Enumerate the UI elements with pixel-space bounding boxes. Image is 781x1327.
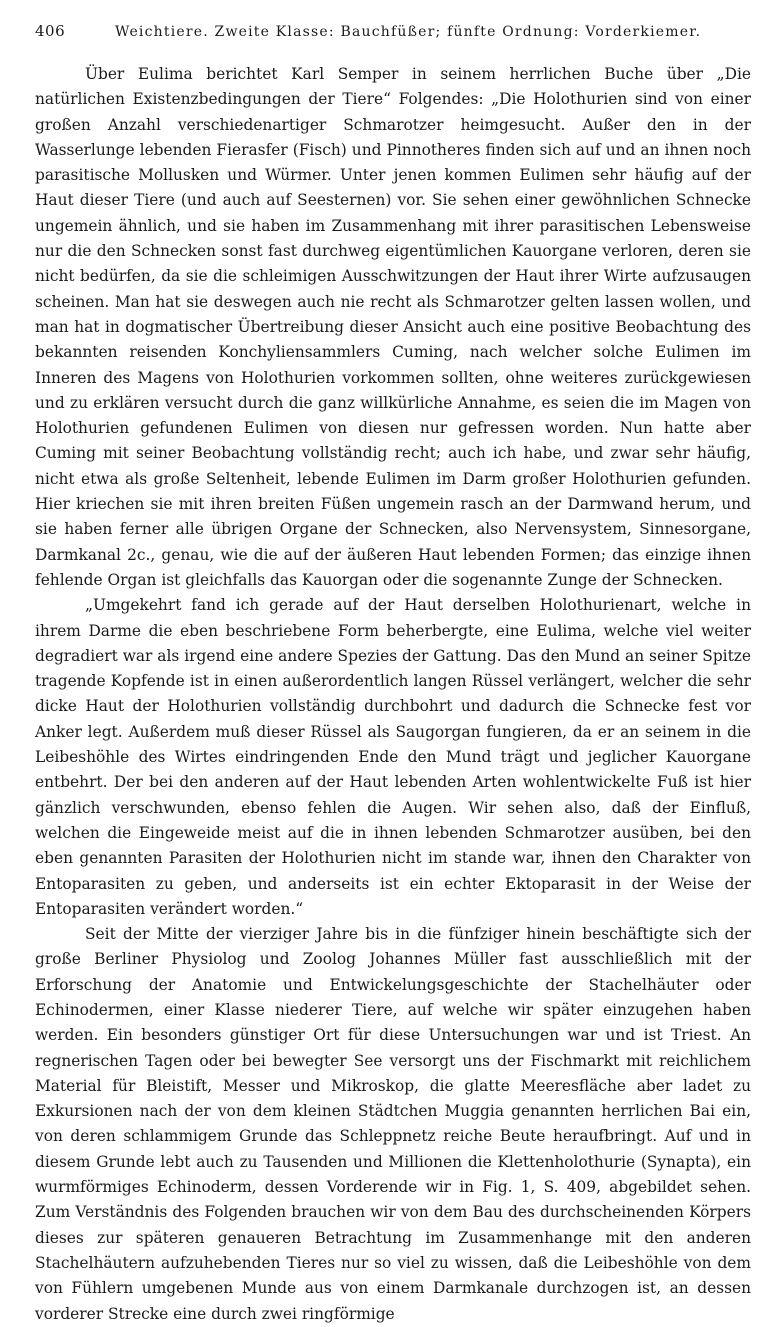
- page-number: 406: [35, 22, 66, 40]
- running-head: [35, 22, 751, 48]
- paragraph: Über Eulima berichtet Karl Semper in seinem herrlichen Buche über „Die natürlichen Existenzbedingungen der Tiere“ Folgendes: „Die Holothurien sind von einer großen Anzahl verschiedenartiger Schmarotzer heimgesucht. Außer den in der Wasserlunge lebenden Fierasfer (Fisch) und Pinnotheres finden sich auf und an ihnen noch parasitische Mollusken und Würmer. Unter jenen kommen Eulimen sehr häufig auf der Haut dieser Tiere (und auch auf Seesternen) vor. Sie sehen einer gewöhnlichen Schnecke ungemein ähnlich, und sie haben im Zusammenhang mit ihrer parasitischen Lebensweise nur die den Schnecken sonst fast durchweg eigentümlichen Kauorgane verloren, deren sie nicht bedürfen, da sie die schleimigen Ausschwitzungen der Haut ihrer Wirte aufzusaugen scheinen. Man hat sie deswegen auch nie recht als Schmarotzer gelten lassen wollen, und man hat in dogmatischer Übertreibung dieser Ansicht auch eine positive Beobachtung des bekannten reisenden Konchyliensammlers Cuming, nach welcher solche Eulimen im Inneren des Magens von Holothurien vorkommen sollten, ohne weiteres zurückgewiesen und zu erklären versucht durch die ganz willkürliche Annahme, es seien die im Magen von Holothurien gefundenen Eulimen von diesen nur gefressen worden. Nun hatte aber Cuming mit seiner Beobachtung vollständig recht; auch ich habe, und zwar sehr häufig, nicht etwa als große Seltenheit, lebende Eulimen im Darm großer Holothurien gefunden. Hier kriechen sie mit ihren breiten Füßen ungemein rasch an der Darmwand herum, und sie haben ferner alle übrigen Organe der Schnecken, also Nervensystem, Sinnesorgane, Darmkanal 2c., genau, wie die auf der äußeren Haut lebenden Formen; das einzige ihnen fehlende Organ ist gleichfalls das Kauorgan oder die sogenannte Zunge der Schnecken.: [35, 65, 751, 589]
- paragraph: Seit der Mitte der vierziger Jahre bis in die fünfziger hinein beschäftigte sich der große Berliner Physiolog und Zoolog Johannes Müller fast ausschließlich mit der Erforschung der Anatomie und Entwickelungsgeschichte der Stachelhäuter oder Echinodermen, einer Klasse niederer Tiere, auf welche wir später einzugehen haben werden. Ein besonders günstiger Ort für diese Untersuchungen war und ist Triest. An regnerischen Tagen oder bei bewegter See versorgt uns der Fischmarkt mit reichlichem Material für Bleistift, Messer und Mikroskop, die glatte Meeresfläche aber ladet zu Exkursionen nach der von dem kleinen Städtchen Muggia genannten herrlichen Bai ein, von deren schlammigem Grunde das Schleppnetz reiche Beute heraufbringt. Auf und in diesem Grunde lebt auch zu Tausenden und Millionen die Klettenholothurie (Synapta), ein wurmförmiges Echinoderm, dessen Vorderende wir in Fig. 1, S. 409, abgebildet sehen. Zum Verständnis des Folgenden brauchen wir von dem Bau des durchscheinenden Körpers dieses zur späteren genaueren Betrachtung im Zusammenhange mit den anderen Stachelhäutern aufzuhebenden Tieres nur so viel zu wissen, daß die Leibeshöhle von dem von Fühlern umgebenen Munde aus von einem Darmkanale durchzogen ist, an dessen vorderer Strecke eine durch zwei ringförmige: [35, 925, 751, 1323]
- running-head-title: Weichtiere. Zweite Klasse: Bauchfüßer; fünfte Ordnung: Vorderkiemer.: [115, 24, 702, 40]
- body-text: [35, 62, 751, 1327]
- paragraph: „Umgekehrt fand ich gerade auf der Haut derselben Holothurienart, welche in ihrem Darme die eben beschriebene Form beherbergte, eine Eulima, welche viel weiter degradiert war als irgend eine andere Spezies der Gattung. Das den Mund an seiner Spitze tragende Kopfende ist in einen außerordentlich langen Rüssel verlängert, welcher die sehr dicke Haut der Holothurien vollständig durchbohrt und dadurch die Schnecke fest vor Anker legt. Außerdem muß dieser Rüssel als Saugorgan fungieren, da er an seinem in die Leibeshöhle des Wirtes eindringenden Ende den Mund trägt und jeglicher Kauorgane entbehrt. Der bei den anderen auf der Haut lebenden Arten wohlentwickelte Fuß ist hier gänzlich verschwunden, ebenso fehlen die Augen. Wir sehen also, daß der Einfluß, welchen die Eingeweide meist auf die in ihnen lebenden Schmarotzer ausüben, bei den eben genannten Parasiten der Holothurien nicht im stande war, ihnen den Charakter von Entoparasiten zu geben, und anderseits ist ein echter Ektoparasit in der Weise der Entoparasiten verändert worden.“: [35, 596, 751, 918]
